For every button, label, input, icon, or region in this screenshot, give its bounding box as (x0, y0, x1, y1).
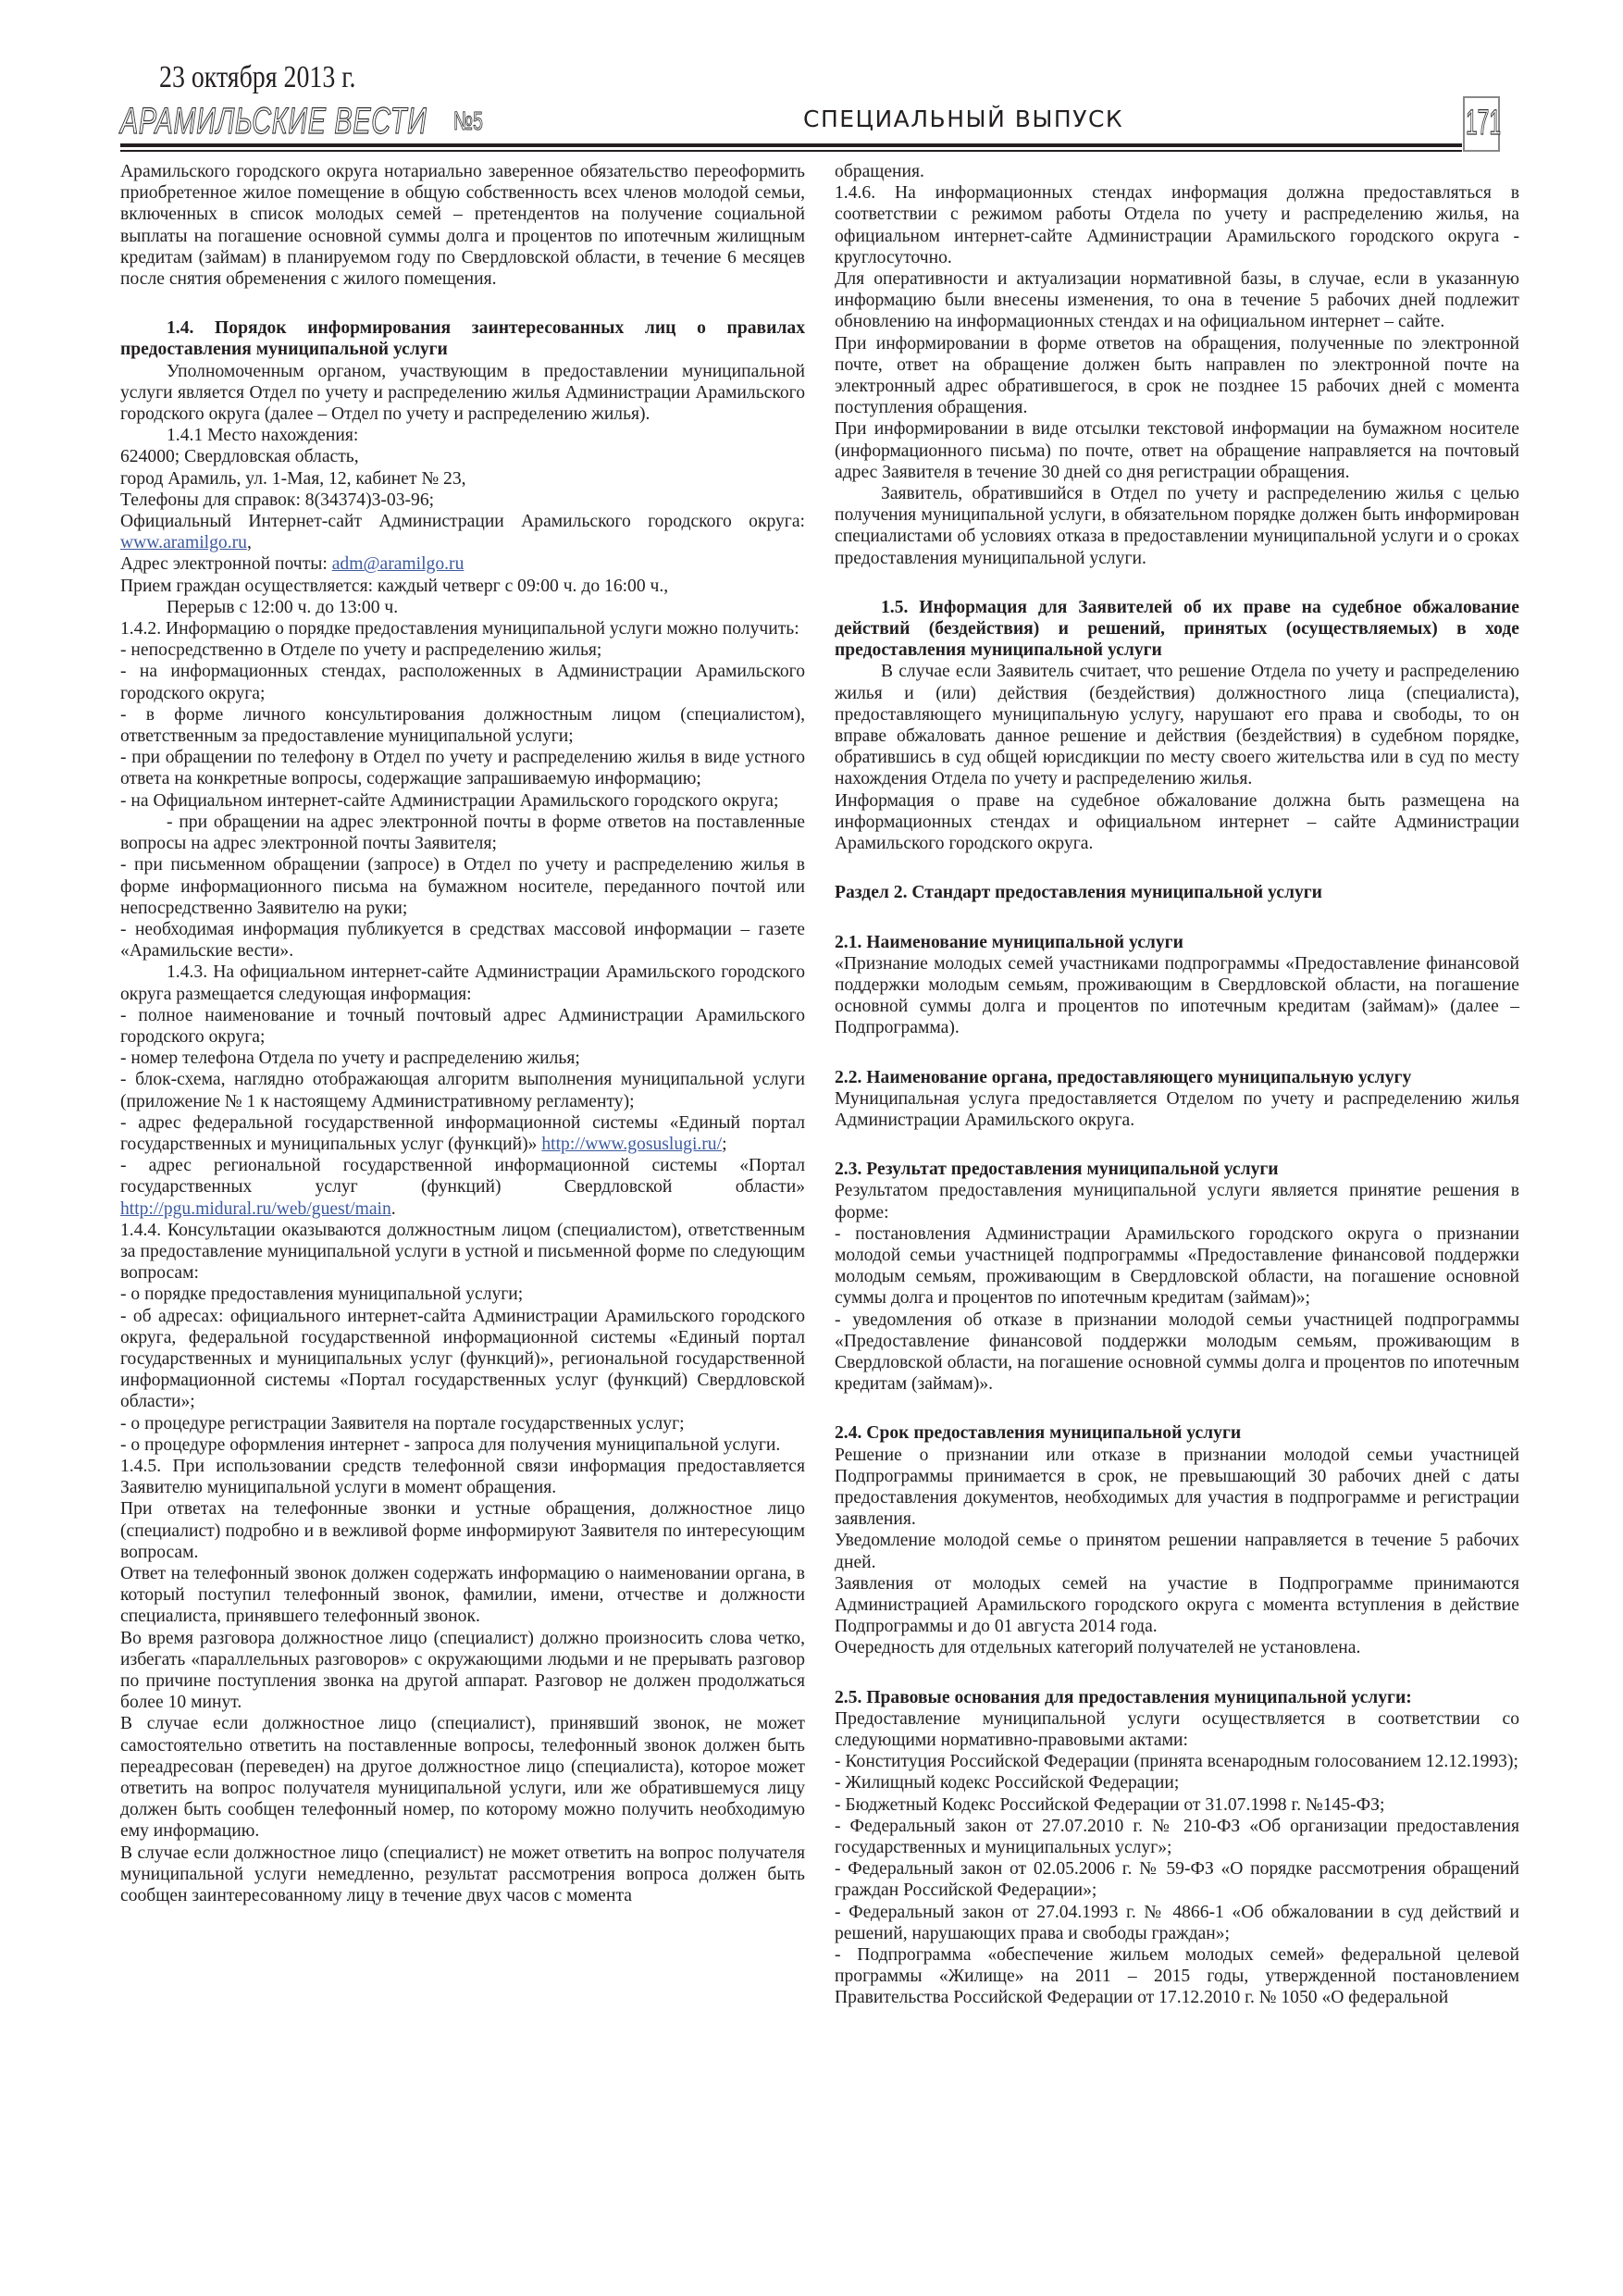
section-heading (835, 1422, 1519, 1444)
paragraph-text: Прием граждан осуществляется: каждый четверг с 09:00 ч. до 16:00 ч., (120, 576, 669, 596)
paragraph (835, 418, 1519, 483)
header-rule-thin (120, 150, 1462, 152)
issue-date: 23 октября 2013 г. (159, 60, 356, 94)
paragraph-text: - при письменном обращении (запросе) в Отдел по учету и распределению жилья в форме информационного письма на бумажном носителе, переданного почтой или непосредственно Заявителю на руки; (120, 855, 805, 918)
left-column (120, 161, 805, 1906)
paragraph (120, 1628, 805, 1714)
paragraph-text: - на информационных стендах, расположенных в Администрации Арамильского городского округа; (120, 662, 805, 703)
paragraph-text: . (390, 1198, 396, 1219)
paragraph-text: Арамильского городского округа нотариально заверенное обязательство переоформить приобретенное жилое помещение в общую собственность всех членов молодой семьи, включенных в список молодых семей – претендентов на получение социальной выплаты на погашение основной суммы долга и процентов по ипотечным жилищным кредитам (займам) в планируемом году по Свердловской области, в течение 6 месяцев после снятия обременения с жилого помещения. (120, 162, 805, 290)
paragraph (120, 1220, 805, 1285)
paragraph (835, 1637, 1519, 1658)
paragraph-text: Раздел 2. Стандарт предоставления муниципальной услуги (835, 883, 1322, 903)
paragraph (120, 661, 805, 703)
paragraph-text: Ответ на телефонный звонок должен содержать информацию о наименовании органа, в который поступил телефонный звонок, фамилии, имени, отчестве и должности специалиста, принявшего телефонный звонок. (120, 1564, 805, 1627)
paragraph (120, 490, 805, 511)
paragraph-text: - Бюджетный Кодекс Российской Федерации от 31.07.1998 г. №145-ФЗ; (835, 1794, 1385, 1815)
paragraph-text: 1.4.4. Консультации оказываются должностным лицом (специалистом), ответственным за предоставление муниципальной услуги в устной и письменной форме по следующим вопросам: (120, 1220, 805, 1284)
paragraph (835, 161, 1519, 182)
paragraph-text: 1.4.6. На информационных стендах информация должна предоставляться в соответствии с режимом работы Отдела по учету и распределению жилья, на официальном интернет-сайте Администрации Арамильского городского округа - круглосуточно. (835, 183, 1519, 267)
paragraph (120, 161, 805, 290)
issue-number: №5 (453, 106, 483, 135)
paragraph (835, 1772, 1519, 1793)
paragraph (835, 1816, 1519, 1858)
paragraph-text: - на Официальном интернет-сайте Администрации Арамильского городского округа; (120, 790, 779, 811)
section-heading (835, 932, 1519, 953)
paragraph-text: ; (722, 1134, 727, 1154)
paragraph-text: 1.4.2. Информацию о порядке предоставления муниципальной услуги можно получить: (120, 619, 799, 639)
paragraph (120, 1456, 805, 1498)
paragraph-text: - адрес региональной государственной информационной системы «Портал государственных услуг (функций) Свердловской области» (120, 1156, 805, 1198)
section-title: СПЕЦИАЛЬНЫЙ ВЫПУСК (803, 105, 1124, 132)
paragraph (120, 1434, 805, 1456)
paragraph (120, 1155, 805, 1220)
paragraph (120, 704, 805, 747)
paragraph-text: , (246, 533, 252, 553)
paragraph-text: Официальный Интернет-сайт Администрации Арамильского городского округа: (120, 512, 805, 532)
paragraph (120, 1048, 805, 1069)
paragraph-text: - Конституция Российской Федерации (принята всенародным голосованием 12.12.1993); (835, 1752, 1518, 1772)
section-heading (120, 317, 805, 360)
paragraph (120, 1069, 805, 1111)
paragraph-text: - о процедуре оформления интернет - запроса для получения муниципальной услуги. (120, 1434, 781, 1455)
paragraph-text: В случае если Заявитель считает, что решение Отдела по учету и распределению жилья и (или) действия (бездействия) должностного лица (специалиста), предоставляющего муниципальную услугу, нарушают его права и свободы, то он вправе обжаловать данное решение и действия (бездействия) в судебном порядке, обратившись в суд общей юрисдикции по месту своего жительства или в суд по месту нахождения Отдела по учету и распределению жилья. (835, 662, 1519, 789)
section-heading (835, 1687, 1519, 1708)
paragraph-text: Для оперативности и актуализации нормативной базы, в случае, если в указанную информацию были внесены изменения, то она в течение 5 рабочих дней подлежит обновлению на информационных стендах и на официальном интернет – сайте. (835, 269, 1519, 332)
paragraph (835, 1751, 1519, 1772)
paragraph-text: 2.4. Срок предоставления муниципальной услуги (835, 1423, 1242, 1444)
paragraph-text: 1.4. Порядок информирования заинтересованных лиц о правилах предоставления муниципальной услуги (120, 318, 805, 360)
paragraph (120, 576, 805, 597)
paragraph-text: 2.2. Наименование органа, предоставляющего муниципальную услугу (835, 1067, 1412, 1087)
paragraph (835, 333, 1519, 419)
hyperlink[interactable]: http://www.gosuslugi.ru/ (541, 1134, 723, 1154)
paragraph (120, 1112, 805, 1155)
paragraph-text: Информация о праве на судебное обжалование должна быть размещена на информационных стендах и официальном интернет – сайте Администрации Арамильского городского округа. (835, 790, 1519, 854)
paragraph (835, 268, 1519, 333)
paragraph-text: город Арамиль, ул. 1-Мая, 12, кабинет № 23, (120, 468, 466, 489)
right-column (835, 161, 1519, 2009)
paragraph (120, 597, 805, 618)
paragraph-text: - уведомления об отказе в признании молодой семьи участницей подпрограммы «Предоставление финансовой поддержки молодым семьям, проживающим в Свердловской области, на погашение основной суммы долга и процентов по ипотечным кредитам (займам)». (835, 1309, 1519, 1395)
paragraph-text: «Признание молодых семей участниками подпрограммы «Предоставление финансовой поддержки молодым семьям, проживающим в Свердловской области, на погашение основной суммы долга и процентов по ипотечным кредитам (займам)» (далее – Подпрограмма). (835, 953, 1519, 1038)
paragraph-text: 1.4.3. На официальном интернет-сайте Администрации Арамильского городского округа размещается следующая информация: (120, 962, 805, 1004)
paragraph-text: Решение о признании или отказе в признании молодой семьи участницей Подпрограммы принимается в срок, не превышающий 30 рабочих дней с даты предоставления документов, необходимых для участия в подпрограмме и регистрации заявления. (835, 1445, 1519, 1530)
paragraph-text: При ответах на телефонные звонки и устные обращения, должностное лицо (специалист) подробно и в вежливой форме информируют Заявителя по интересующим вопросам. (120, 1499, 805, 1562)
paragraph (835, 1180, 1519, 1222)
paragraph (120, 1713, 805, 1842)
paragraph (120, 854, 805, 919)
paragraph-text: В случае если должностное лицо (специалист) не может ответить на вопрос получателя муниципальной услуги немедленно, результат рассмотрения вопроса должен быть сообщен заинтересованному лицу в течение двух часов с момента (120, 1843, 805, 1906)
paragraph-text: - полное наименование и точный почтовый адрес Администрации Арамильского городского округа; (120, 1005, 805, 1047)
paragraph-text: - непосредственно в Отделе по учету и распределению жилья; (120, 640, 602, 661)
paragraph (835, 1794, 1519, 1816)
paragraph (120, 468, 805, 490)
paragraph-text: Перерыв с 12:00 ч. до 13:00 ч. (167, 597, 399, 617)
paragraph-text: Результатом предоставления муниципальной услуги является принятие решения в форме: (835, 1181, 1519, 1222)
newspaper-masthead: АРАМИЛЬСКИЕ ВЕСТИ (120, 101, 427, 142)
paragraph (120, 511, 805, 553)
paragraph (835, 1445, 1519, 1531)
paragraph (835, 1858, 1519, 1901)
paragraph-text: - при обращении на адрес электронной почты в форме ответов на поставленные вопросы на адрес электронной почты Заявителя; (120, 812, 805, 854)
paragraph (120, 747, 805, 789)
paragraph (835, 1530, 1519, 1572)
paragraph-text: При информировании в виде отсылки текстовой информации на бумажном носителе (информационного письма) по почте, ответ на обращение направляется на почтовый адрес Заявителя в течение 30 дней со дня регистрации обращения. (835, 419, 1519, 482)
paragraph (120, 425, 805, 446)
paragraph-text: Заявитель, обратившийся в Отдел по учету и распределению жилья с целью получения муниципальной услуги, в обязательном порядке должен быть информирован специалистами об условиях отказа в предоставлении муниципальной услуги и о сроках предоставления муниципальной услуги. (835, 484, 1519, 568)
paragraph (835, 953, 1519, 1039)
paragraph-text: Муниципальная услуга предоставляется Отделом по учету и распределению жилья Администрации Арамильского округа. (835, 1088, 1519, 1130)
section-heading (835, 1159, 1519, 1180)
paragraph-text: обращения. (835, 162, 924, 181)
paragraph-text: - постановления Администрации Арамильского городского округа о признании молодой семьи участницей подпрограммы «Предоставление финансовой поддержки молодым семьям, проживающим в Свердловской области, на погашение основной суммы долга и процентов по ипотечным кредитам (займам)»; (835, 1223, 1519, 1309)
hyperlink[interactable]: www.aramilgo.ru (120, 533, 247, 553)
paragraph-text: Заявления от молодых семей на участие в Подпрограмме принимаются Администрацией Арамильского городского округа с момента вступления в действие Подпрограммы и до 01 августа 2014 года. (835, 1573, 1519, 1637)
paragraph (120, 962, 805, 1004)
section-heading (835, 1067, 1519, 1088)
paragraph-text: - о процедуре регистрации Заявителя на портале государственных услуг; (120, 1413, 685, 1433)
paragraph-text: Очередность для отдельных категорий получателей не установлена. (835, 1638, 1361, 1658)
paragraph (120, 1306, 805, 1413)
paragraph (835, 1944, 1519, 2009)
paragraph (835, 1902, 1519, 1944)
page-number-box (1463, 96, 1500, 152)
paragraph-text: 2.3. Результат предоставления муниципальной услуги (835, 1160, 1279, 1180)
paragraph-text: Уведомление молодой семье о принятом решении направляется в течение 5 рабочих дней. (835, 1531, 1519, 1572)
paragraph-text: Предоставление муниципальной услуги осуществляется в соответствии со следующими нормативно-правовыми актами: (835, 1708, 1519, 1750)
paragraph-text: - адрес федеральной государственной информационной системы «Единый портал государственных и муниципальных услуг (функций)» (120, 1112, 805, 1154)
paragraph (835, 790, 1519, 855)
paragraph (120, 446, 805, 467)
paragraph-text: - блок-схема, наглядно отображающая алгоритм выполнения муниципальной услуги (приложение № 1 к настоящему Административному регламенту); (120, 1070, 805, 1111)
paragraph-text: Во время разговора должностное лицо (специалист) должно произносить слова четко, избегать «параллельных разговоров» с окружающими людьми и не прерывать разговор по причине поступления звонка на другой аппарат. Разговор не должен продолжаться более 10 минут. (120, 1628, 805, 1713)
paragraph-text: 1.5. Информация для Заявителей об их праве на судебное обжалование действий (бездействия) и решений, принятых (осуществляемых) в ходе предоставления муниципальной услуги (835, 597, 1519, 661)
paragraph-text: - о порядке предоставления муниципальной услуги; (120, 1285, 524, 1305)
paragraph-text: - Федеральный закон от 02.05.2006 г. № 59-ФЗ «О порядке рассмотрения обращений граждан Российской Федерации»; (835, 1859, 1519, 1901)
paragraph-text: Адрес электронной почты: (120, 554, 332, 575)
paragraph-text: - об адресах: официального интернет-сайта Администрации Арамильского городского округа, федеральной государственной информационной системы «Единый портал государственных и муниципальных услуг (функций)», региональной государственной информационной системы «Портал государственных услуг (функций) Свердловской области»; (120, 1306, 805, 1412)
paragraph (835, 1088, 1519, 1131)
hyperlink[interactable]: http://pgu.midural.ru/web/guest/main (120, 1198, 391, 1219)
paragraph (120, 1005, 805, 1048)
paragraph (120, 1498, 805, 1563)
paragraph (120, 790, 805, 812)
paragraph-text: 1.4.1 Место нахождения: (167, 426, 359, 446)
paragraph (120, 1843, 805, 1907)
section-heading (835, 597, 1519, 662)
paragraph (120, 919, 805, 962)
paragraph (120, 361, 805, 426)
paragraph (120, 618, 805, 639)
paragraph-text: - при обращении по телефону в Отдел по учету и распределению жилья в виде устного ответа на конкретные вопросы, содержащие запрашиваемую информацию; (120, 748, 805, 789)
paragraph (835, 1573, 1519, 1638)
paragraph-text: 1.4.5. При использовании средств телефонной связи информация предоставляется Заявителю муниципальной услуги в момент обращения. (120, 1456, 805, 1498)
paragraph-text: Телефоны для справок: 8(34374)3-03-96; (120, 490, 435, 510)
paragraph (120, 553, 805, 575)
paragraph-text: - в форме личного консультирования должностным лицом (специалистом), ответственным за предоставление муниципальной услуги; (120, 704, 805, 747)
section-heading (835, 882, 1519, 903)
paragraph (120, 639, 805, 661)
paragraph-text: 2.5. Правовые основания для предоставления муниципальной услуги: (835, 1687, 1412, 1707)
paragraph (835, 661, 1519, 789)
paragraph-text: 2.1. Наименование муниципальной услуги (835, 932, 1183, 952)
paragraph-text: - Федеральный закон от 27.04.1993 г. № 4866-1 «Об обжаловании в суд действий и решений, нарушающих права и свободы граждан»; (835, 1902, 1519, 1943)
paragraph-text: 624000; Свердловская область, (120, 447, 359, 467)
paragraph (120, 1563, 805, 1628)
paragraph-text: При информировании в форме ответов на обращения, полученные по электронной почте, ответ на обращение должен быть направлен по электронной почте на электронный адрес обратившегося, в срок не позднее 15 рабочих дней с момента поступления обращения. (835, 333, 1519, 418)
paragraph-text: - Федеральный закон от 27.07.2010 г. № 210-ФЗ «Об организации предоставления государственных и муниципальных услуг»; (835, 1816, 1519, 1858)
hyperlink[interactable]: adm@aramilgo.ru (331, 554, 465, 575)
paragraph (120, 1413, 805, 1434)
page-number: 171 (1466, 104, 1502, 143)
paragraph (835, 1708, 1519, 1751)
paragraph (120, 812, 805, 854)
paragraph-text: - необходимая информация публикуется в средствах массовой информации – газете «Арамильские вести». (120, 919, 805, 962)
paragraph-text: - Жилищный кодекс Российской Федерации; (835, 1773, 1180, 1793)
paragraph-text: Уполномоченным органом, участвующим в предоставлении муниципальной услуги является Отдел по учету и распределению жилья Администрации Арамильского городского округа (далее – Отдел по учету и распределению жилья). (120, 361, 805, 425)
paragraph-text: В случае если должностное лицо (специалист), принявший звонок, не может самостоятельно ответить на поставленные вопросы, телефонный звонок должен быть переадресован (переведен) на другое должностное лицо (специалиста), которое может ответить на вопрос получателя муниципальной услуги, или же обратившемуся лицу должен быть сообщен телефонный номер, по которому можно получить необходимую ему информацию. (120, 1714, 805, 1842)
paragraph (835, 1309, 1519, 1396)
paragraph-text: - Подпрограмма «обеспечение жильем молодых семей» федеральной целевой программы «Жилище» на 2011 – 2015 годы, утвержденной постановлением Правительства Российской Федерации от 17.12.2010 г. № 1050 «О федеральной (835, 1945, 1519, 2008)
paragraph-text: - номер телефона Отдела по учету и распределению жилья; (120, 1049, 580, 1069)
paragraph (835, 1223, 1519, 1309)
paragraph (835, 182, 1519, 268)
paragraph (835, 483, 1519, 569)
header-rule-thick (120, 143, 1462, 147)
paragraph (120, 1284, 805, 1305)
